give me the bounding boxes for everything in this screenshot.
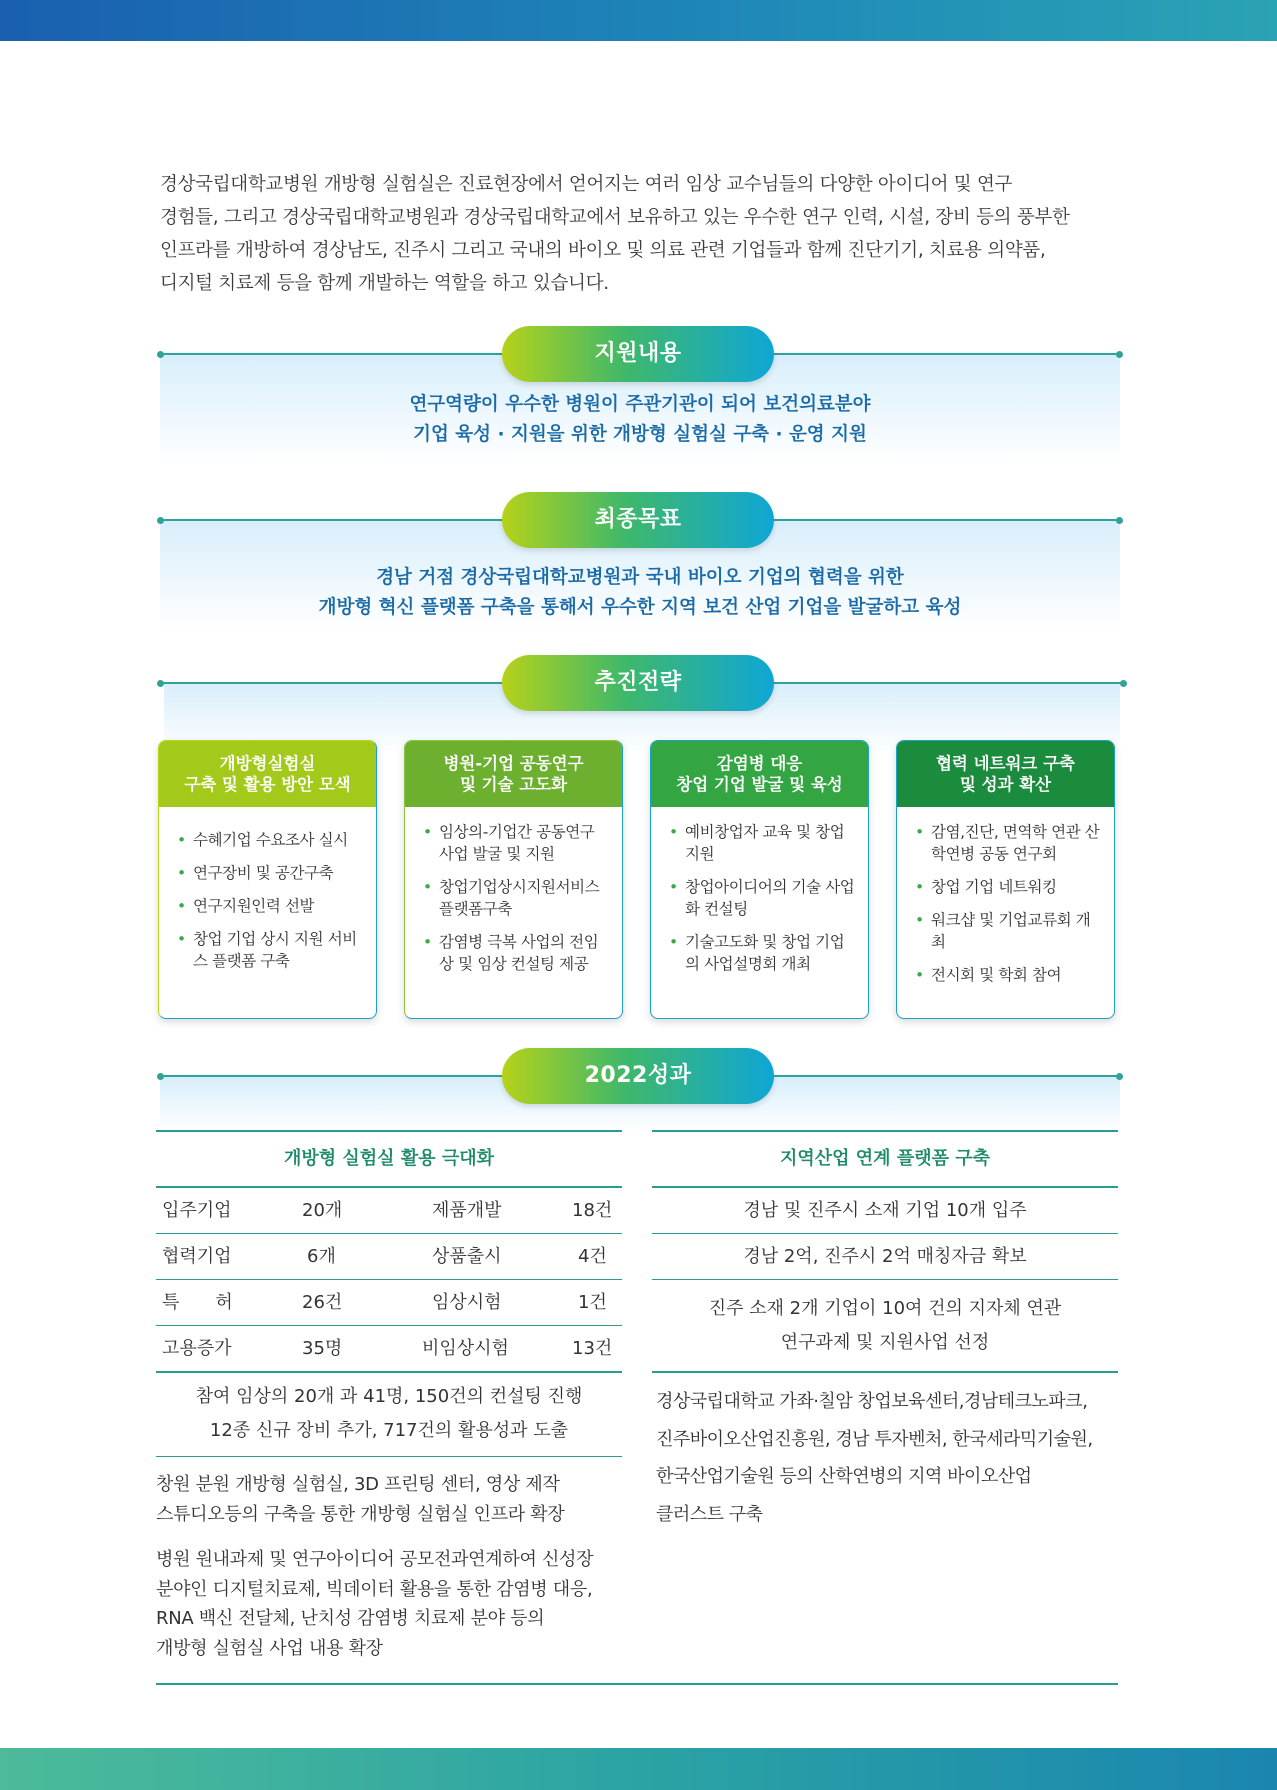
card-title [651,741,868,807]
left-note-2 [156,1545,636,1663]
left-results-heading: 개방형 실험실 활용 극대화 [156,1130,622,1188]
table-row [156,1326,622,1373]
note-line: 병원 원내과제 및 연구아이디어 공모전과연계하여 신성장 [156,1549,594,1570]
card-item: • 연구지원인력 선발 [173,895,366,917]
table-cell: 26건 [302,1292,343,1313]
note-line: RNA 백신 전달체, 난치성 감염병 치료제 분야 등의 [156,1608,545,1629]
goal-text [160,563,1120,623]
table-cell: 4건 [578,1246,607,1267]
card-title-line: 병원-기업 공동연구 [443,754,584,773]
table-cell: 특 허 [162,1292,233,1313]
table-cell: 협력기업 [162,1246,232,1267]
card-item: • 창업기업상시지원서비스 플랫폼구축 [419,876,612,920]
table-cell: 제품개발 [432,1200,502,1221]
bottom-banner [0,1748,1277,1790]
divider-dot [157,1073,164,1080]
note-line: 클러스트 구축 [656,1503,763,1525]
card-title-line: 구축 및 활용 방안 모색 [184,775,351,794]
strategy-card-1 [158,740,377,1019]
table-row [652,1188,1118,1234]
results-section [160,1048,1120,1128]
top-banner [0,0,1277,41]
support-line: 기업 육성 · 지원을 위한 개방형 실험실 구축 · 운영 지원 [413,424,867,445]
goal-line: 경남 거점 경상국립대학교병원과 국내 바이오 기업의 협력을 위한 [376,567,904,588]
divider-dot [1116,351,1123,358]
table-cell: 13건 [572,1338,613,1359]
strategy-card-2 [404,740,623,1019]
card-title-line: 개방형실험실 [219,754,316,773]
divider-dot [1120,680,1127,687]
card-item: • 수혜기업 수요조사 실시 [173,829,366,851]
card-item: • 전시회 및 학회 참여 [911,964,1104,986]
card-title [897,741,1114,807]
table-cell: 35명 [302,1338,343,1359]
table-cell: 입주기업 [162,1200,232,1221]
note-line: 분야인 디지털치료제, 빅데이터 활용을 통한 감염병 대응, [156,1578,593,1600]
card-item: • 감염,진단, 면역학 연관 산학연병 공동 연구회 [911,821,1104,865]
table-cell: 고용증가 [162,1338,232,1359]
summary-line: 참여 임상의 20개 과 41명, 150건의 컨설팅 진행 [195,1386,583,1407]
support-section [160,326,1120,466]
table-cell: 경남 2억, 진주시 2억 매칭자금 확보 [743,1246,1027,1267]
card-title-line: 협력 네트워크 구축 [935,754,1075,773]
divider-dot [157,680,164,687]
table-cell: 비임상시험 [422,1338,509,1359]
card-list [651,807,868,975]
intro-line: 디지털 치료제 등을 함께 개발하는 역할을 하고 있습니다. [160,273,609,294]
table-row [156,1234,622,1280]
intro-line: 인프라를 개방하여 경상남도, 진주시 그리고 국내의 바이오 및 의료 관련 기업들과 함께 진단기기, 치료용 의약품, [160,240,1046,261]
card-title-line: 및 성과 확산 [959,775,1052,794]
right-note [656,1383,1126,1533]
note-line: 개방형 실험실 사업 내용 확장 [156,1637,383,1659]
card-list [159,807,376,972]
card-item: • 창업 기업 상시 지원 서비스 플랫폼 구축 [173,928,366,972]
card-title [159,741,376,807]
note-line: 창원 분원 개방형 실험실, 3D 프린팅 센터, 영상 제작 [156,1474,560,1495]
table-cell: 1건 [578,1292,607,1313]
intro-line: 경험들, 그리고 경상국립대학교병원과 경상국립대학교에서 보유하고 있는 우수한 연구 인력, 시설, 장비 등의 풍부한 [160,207,1070,228]
card-item: • 창업 기업 네트워킹 [911,876,1104,898]
table-row [156,1188,622,1234]
card-item: • 감염병 극복 사업의 전임상 및 임상 컨설팅 제공 [419,931,612,975]
results-bottom-rule [156,1683,1118,1685]
table-cell: 연구과제 및 지원사업 선정 [780,1332,990,1353]
table-row [652,1234,1118,1280]
card-item: • 연구장비 및 공간구축 [173,862,366,884]
card-item: • 기술고도화 및 창업 기업의 사업설명회 개최 [665,931,858,975]
strategy-title: 추진전략 [502,655,774,711]
left-summary [156,1380,622,1457]
card-list [897,807,1114,986]
card-title-line: 창업 기업 발굴 및 육성 [676,775,843,794]
table-row [156,1280,622,1326]
card-title-line: 감염병 대응 [716,754,803,773]
summary-line: 12종 신규 장비 추가, 717건의 활용성과 도출 [209,1420,569,1441]
card-item: • 워크샵 및 기업교류회 개최 [911,909,1104,953]
support-line: 연구역량이 우수한 병원이 주관기관이 되어 보건의료분야 [409,394,871,415]
support-title: 지원내용 [502,326,774,382]
table-cell: 18건 [572,1200,613,1221]
table-cell: 6개 [307,1246,336,1267]
goal-line: 개방형 혁신 플랫폼 구축을 통해서 우수한 지역 보건 산업 기업을 발굴하고 육성 [318,597,962,618]
intro-line: 경상국립대학교병원 개방형 실험실은 진료현장에서 얻어지는 여러 임상 교수님들의 다양한 아이디어 및 연구 [160,174,1013,195]
left-note-1 [156,1470,626,1530]
card-item: • 예비창업자 교육 및 창업지원 [665,821,858,865]
table-cell: 상품출시 [432,1246,502,1267]
divider-dot [1116,1073,1123,1080]
strategy-card-3 [650,740,869,1019]
right-results-heading: 지역산업 연계 플랫폼 구축 [652,1130,1118,1188]
note-line: 진주바이오산업진흥원, 경남 투자벤처, 한국세라믹기술원, [656,1428,1093,1450]
goal-title: 최종목표 [502,492,774,548]
goal-section [160,492,1120,632]
intro-paragraph [160,168,1120,300]
strategy-card-4 [896,740,1115,1019]
note-line: 한국산업기술원 등의 산학연병의 지역 바이오산업 [656,1466,1032,1487]
divider-dot [1116,517,1123,524]
table-cell: 임상시험 [432,1292,502,1313]
results-title: 2022성과 [502,1048,774,1104]
card-list [405,807,622,975]
table-cell: 경남 및 진주시 소재 기업 10개 입주 [743,1200,1027,1221]
divider-dot [157,351,164,358]
table-cell: 진주 소재 2개 기업이 10여 건의 지자체 연관 [708,1298,1062,1319]
table-row [652,1280,1118,1373]
note-line: 스튜디오등의 구축을 통한 개방형 실험실 인프라 확장 [156,1504,565,1525]
divider-dot [157,517,164,524]
card-item: • 창업아이디어의 기술 사업화 컨설팅 [665,876,858,920]
strategy-section [160,655,1120,750]
card-title [405,741,622,807]
table-cell: 20개 [302,1200,343,1221]
note-line: 경상국립대학교 가좌·칠암 창업보육센터,경남테크노파크, [656,1391,1088,1412]
support-text [160,390,1120,450]
card-title-line: 및 기술 고도화 [459,775,568,794]
card-item: • 임상의-기업간 공동연구 사업 발굴 및 지원 [419,821,612,865]
